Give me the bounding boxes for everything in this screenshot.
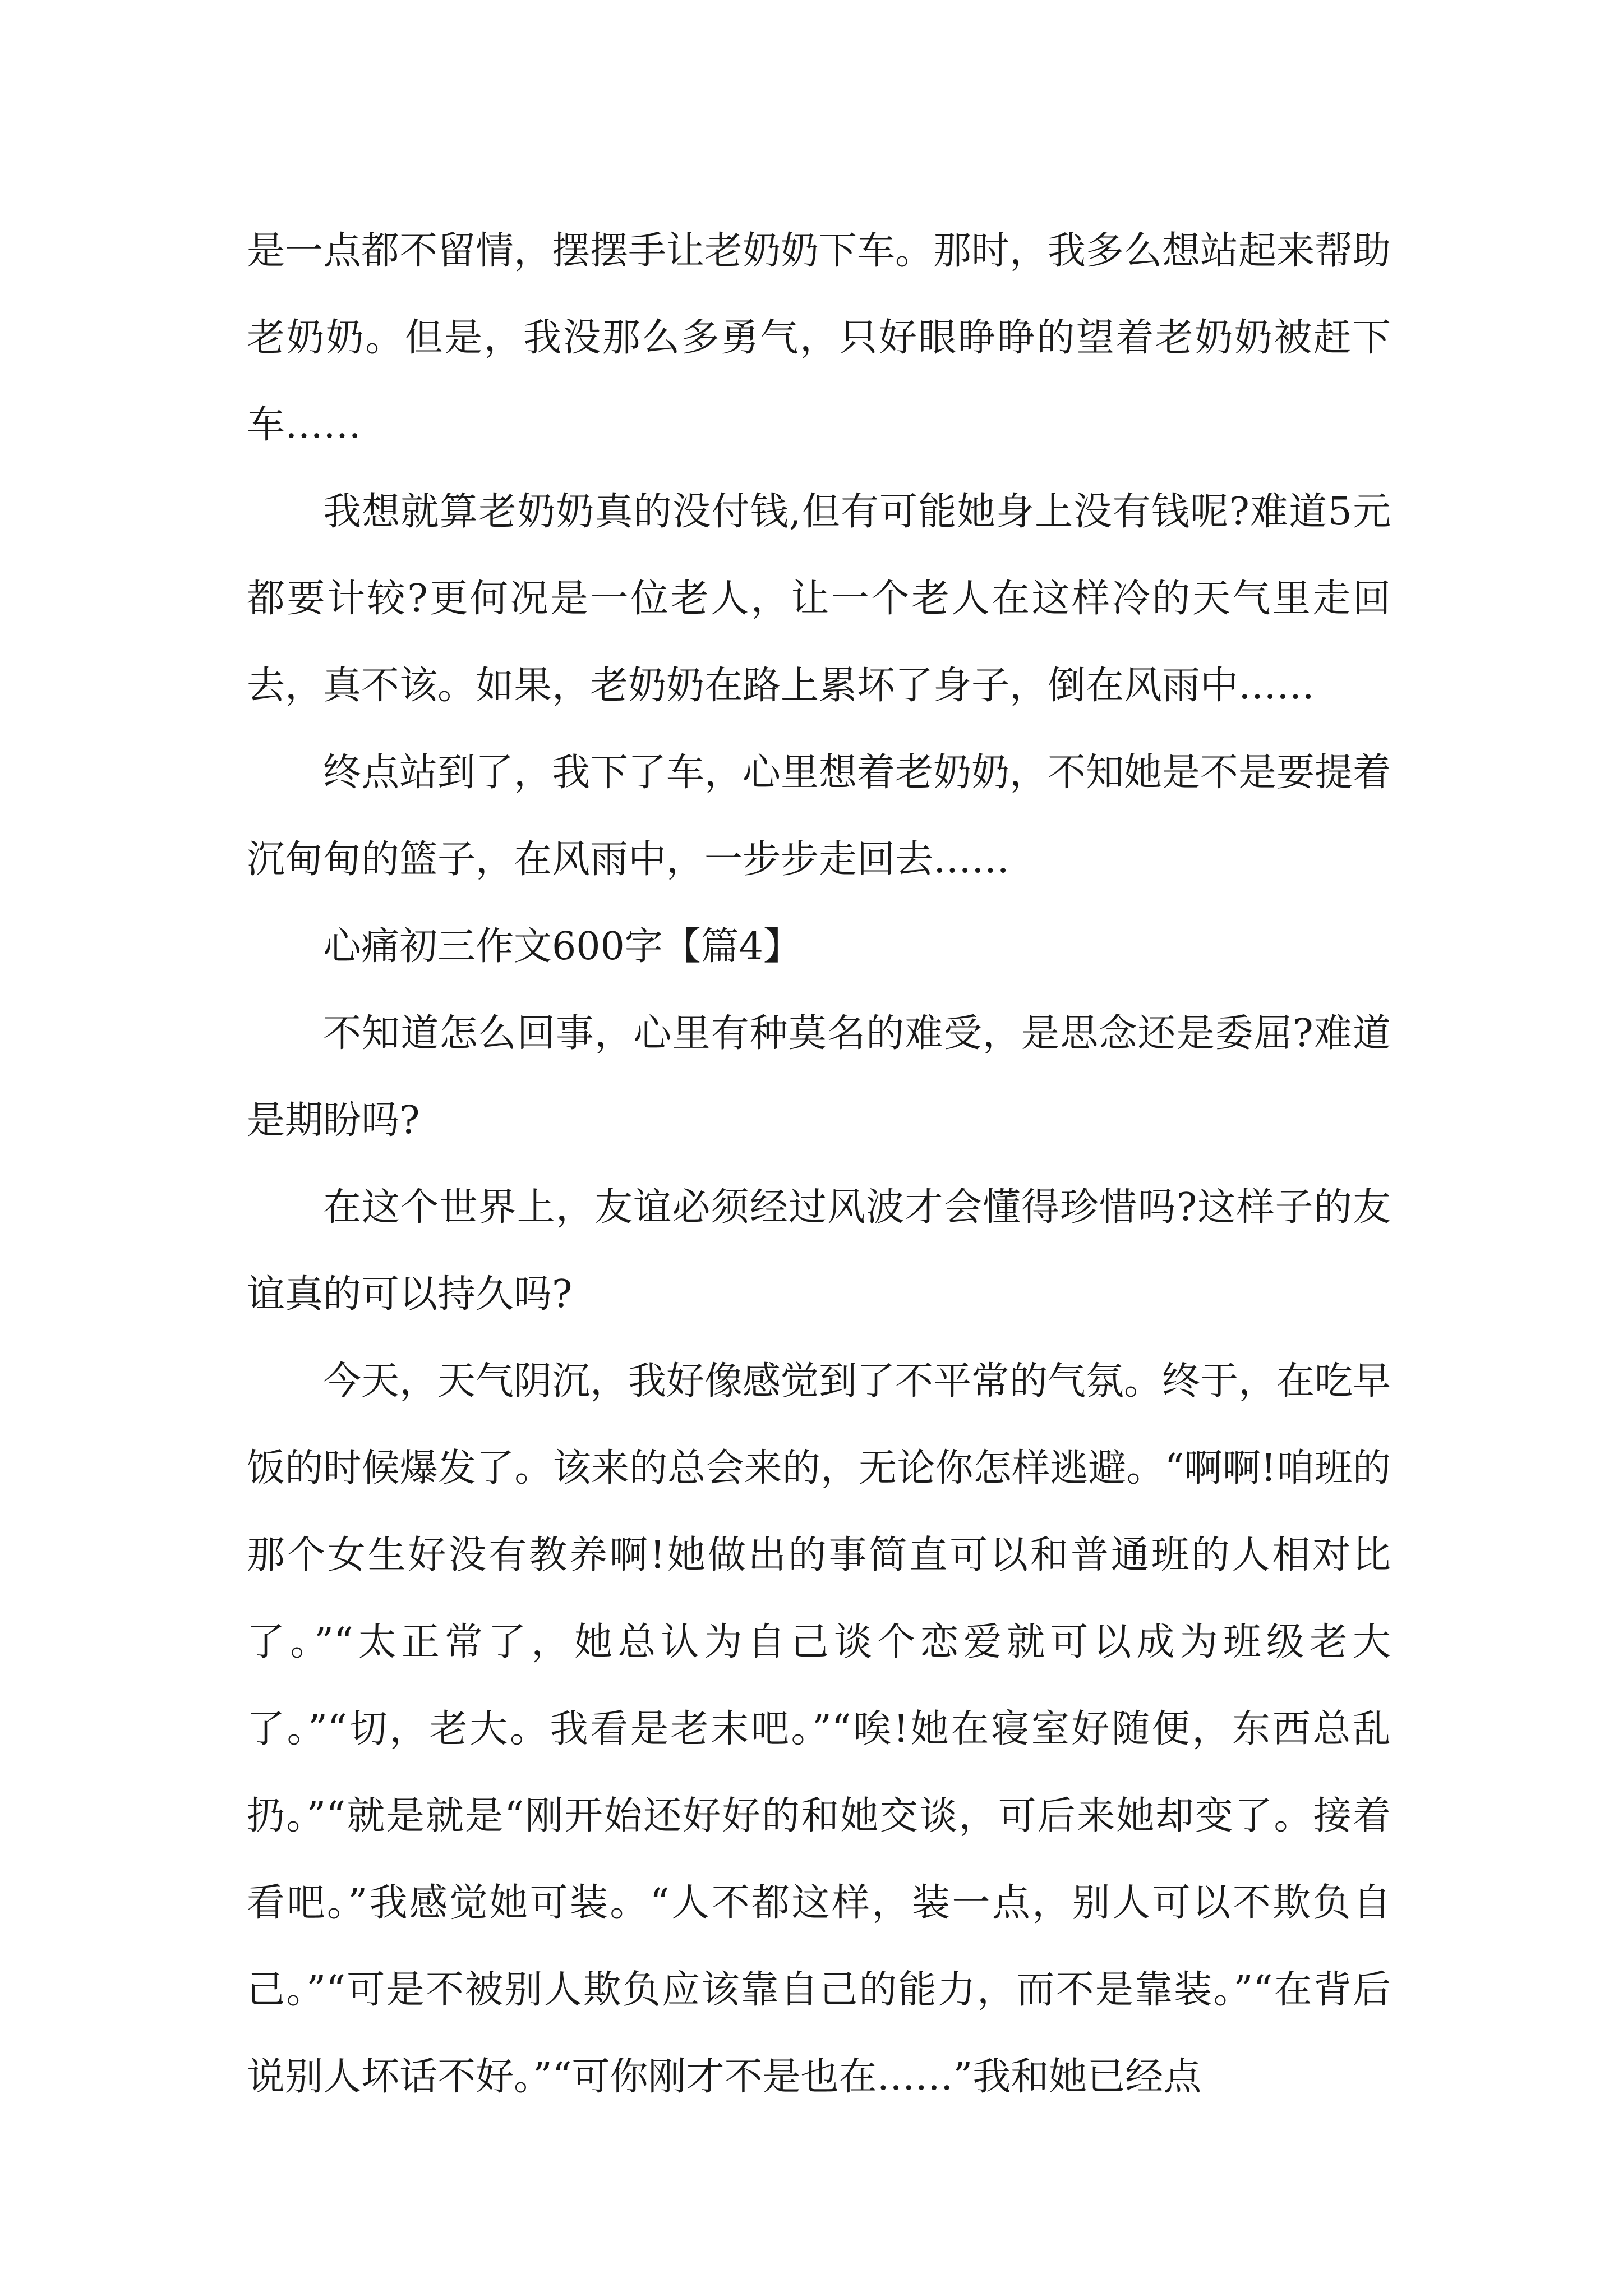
paragraph: 在这个世界上，友谊必须经过风波才会懂得珍惜吗?这样子的友谊真的可以持久吗? — [247, 1185, 1391, 1317]
paragraph: 今天，天气阴沉，我好像感觉到了不平常的气氛。终于，在吃早饭的时候爆发了。该来的总会来的，无论你怎样逃避。“啊啊!咱班的那个女生好没有教养啊!她做出的事简直可以和普通班的人相对比了。”“太正常了，她总认为自己谈个恋爱就可以成为班级老大了。”“切，老大。我看是老末吧。”“唉!她在寝室好随便，东西总乱扔。”“就是就是“刚开始还好好的和她交谈，可后来她却变了。接着看吧。”我感觉她可装。“人不都这样，装一点，别人可以不欺负自己。”“可是不被别人欺负应该靠自己的能力，而不是靠装。”“在背后说别人坏话不好。”“可你刚才不是也在……”我和她已经点 — [247, 1359, 1391, 2099]
section-heading: 心痛初三作文600字【篇4】 — [323, 924, 802, 969]
paragraph: 我想就算老奶奶真的没付钱,但有可能她身上没有钱呢?难道5元都要计较?更何况是一位老人，让一个老人在这样冷的天气里走回去，真不该。如果，老奶奶在路上累坏了身子，倒在风雨中…… — [247, 490, 1391, 708]
paragraph-continued: 是一点都不留情，摆摆手让老奶奶下车。那时，我多么想站起来帮助老奶奶。但是，我没那么多勇气，只好眼睁睁的望着老奶奶被赶下车…… — [247, 229, 1391, 447]
paragraph: 不知道怎么回事，心里有种莫名的难受，是思念还是委屈?难道是期盼吗? — [247, 1011, 1391, 1143]
document-body — [247, 208, 1391, 2120]
paragraph: 终点站到了，我下了车，心里想着老奶奶，不知她是不是要提着沉甸甸的篮子，在风雨中，一步步走回去…… — [247, 751, 1391, 882]
